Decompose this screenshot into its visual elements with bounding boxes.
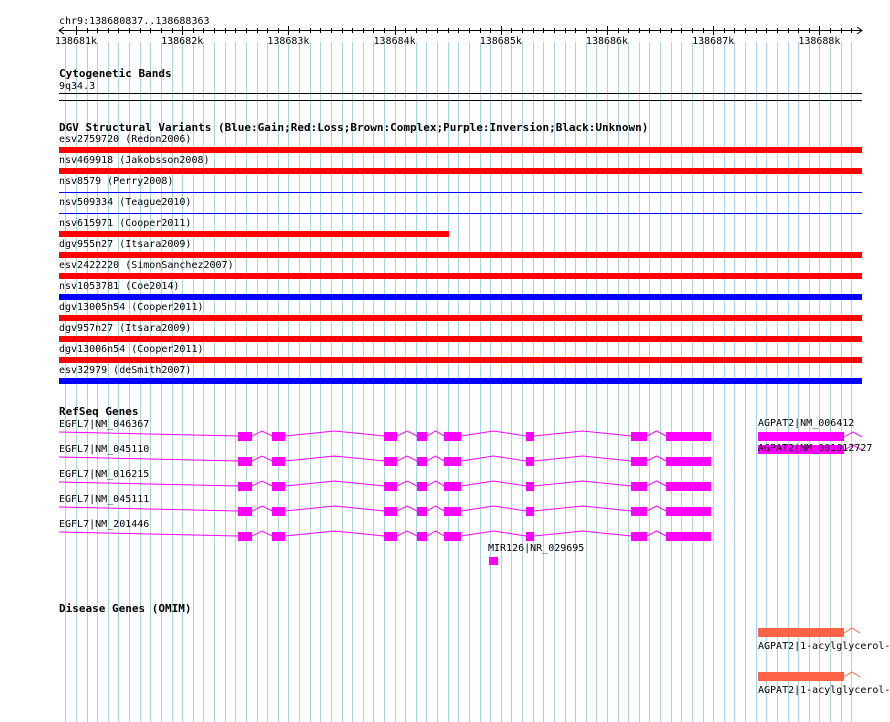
mir126-exon bbox=[489, 557, 498, 565]
egfl7-exon bbox=[444, 457, 461, 466]
egfl7-exon bbox=[631, 507, 647, 516]
ruler-tick-label: 138681k bbox=[54, 36, 98, 47]
cytoband-track-title[interactable]: Cytogenetic Bands bbox=[59, 67, 172, 80]
egfl7-intron bbox=[59, 506, 666, 511]
agpat2-exon bbox=[758, 432, 844, 441]
agpat2-intron bbox=[844, 432, 862, 437]
egfl7-intron bbox=[59, 531, 666, 536]
egfl7-exon bbox=[444, 507, 461, 516]
omim-track-title[interactable]: Disease Genes (OMIM) bbox=[59, 602, 192, 615]
egfl7-exon bbox=[526, 507, 534, 516]
dgv-variant-label[interactable]: nsv469918 (Jakobsson2008) bbox=[59, 155, 210, 166]
egfl7-exon bbox=[238, 507, 252, 516]
egfl7-exon bbox=[631, 532, 647, 541]
egfl7-intron bbox=[59, 481, 666, 486]
egfl7-exon bbox=[417, 432, 427, 441]
egfl7-exon bbox=[631, 457, 647, 466]
egfl7-exon bbox=[384, 507, 397, 516]
egfl7-exon bbox=[238, 482, 252, 491]
egfl7-exon bbox=[444, 532, 461, 541]
egfl7-exon bbox=[526, 482, 534, 491]
ruler-tick-label: 138687k bbox=[692, 36, 735, 47]
ruler-tick-label: 138684k bbox=[373, 36, 416, 47]
egfl7-exon bbox=[444, 482, 461, 491]
egfl7-exon bbox=[272, 432, 285, 441]
ruler-tick-label: 138683k bbox=[267, 36, 310, 47]
omim-gene-connector bbox=[844, 672, 860, 677]
egfl7-exon bbox=[238, 457, 252, 466]
dgv-variant-label[interactable]: nsv8579 (Perry2008) bbox=[59, 176, 174, 187]
dgv-variant-label[interactable]: esv2759720 (Redon2006) bbox=[59, 134, 192, 145]
egfl7-exon bbox=[417, 507, 427, 516]
dgv-variant-label[interactable]: nsv509334 (Teague2010) bbox=[59, 197, 192, 208]
egfl7-exon bbox=[384, 482, 397, 491]
omim-gene-label-1[interactable]: AGPAT2|1-acylglycerol- bbox=[758, 641, 890, 652]
cytoband-label: 9q34.3 bbox=[59, 81, 96, 92]
omim-gene-label-2[interactable]: AGPAT2|1-acylglycerol- bbox=[758, 685, 890, 696]
omim-gene-bar bbox=[758, 628, 844, 637]
egfl7-exon bbox=[384, 432, 397, 441]
egfl7-exon bbox=[631, 482, 647, 491]
egfl7-exon bbox=[666, 507, 711, 516]
egfl7-exon bbox=[272, 532, 285, 541]
locus-label: chr9:138680837..138688363 bbox=[59, 16, 210, 27]
egfl7-exon bbox=[272, 457, 285, 466]
egfl7-exon bbox=[666, 482, 711, 491]
dgv-variant-label[interactable]: nsv615971 (Cooper2011) bbox=[59, 218, 192, 229]
egfl7-exon bbox=[526, 432, 534, 441]
egfl7-exon bbox=[238, 532, 252, 541]
dgv-variant-label[interactable]: nsv1053781 (Coe2014) bbox=[59, 281, 180, 292]
omim-gene-connector bbox=[844, 628, 860, 633]
refseq-track-title[interactable]: RefSeq Genes bbox=[59, 405, 139, 418]
egfl7-transcript-label[interactable]: EGFL7|NM_016215 bbox=[59, 469, 150, 480]
egfl7-exon bbox=[666, 532, 711, 541]
egfl7-exon bbox=[417, 532, 427, 541]
egfl7-exon bbox=[272, 507, 285, 516]
egfl7-transcript-label[interactable]: EGFL7|NM_045111 bbox=[59, 494, 150, 505]
dgv-variant-label[interactable]: dgv13006n54 (Cooper2011) bbox=[59, 344, 204, 355]
egfl7-exon bbox=[384, 532, 397, 541]
dgv-variant-label[interactable]: esv32979 (deSmith2007) bbox=[59, 365, 192, 376]
egfl7-exon bbox=[384, 457, 397, 466]
egfl7-exon bbox=[666, 432, 711, 441]
ruler-tick-label: 138682k bbox=[161, 36, 204, 47]
egfl7-exon bbox=[417, 457, 427, 466]
egfl7-transcript-label[interactable]: EGFL7|NM_045110 bbox=[59, 444, 150, 455]
dgv-variant-label[interactable]: dgv13005n54 (Cooper2011) bbox=[59, 302, 204, 313]
dgv-variant-label[interactable]: esv2422220 (SimonSanchez2007) bbox=[59, 260, 234, 271]
mir126-label[interactable]: MIR126|NR_029695 bbox=[488, 543, 585, 554]
agpat2-transcript-label-1[interactable]: AGPAT2|NM_006412 bbox=[758, 418, 855, 429]
egfl7-intron bbox=[59, 456, 666, 461]
egfl7-exon bbox=[666, 457, 711, 466]
dgv-variant-label[interactable]: dgv955n27 (Itsara2009) bbox=[59, 239, 192, 250]
agpat2-transcript-label-2[interactable]: AGPAT2|NM_001012727 bbox=[758, 443, 873, 454]
egfl7-exon bbox=[272, 482, 285, 491]
dgv-track-title[interactable]: DGV Structural Variants (Blue:Gain;Red:Loss;Brown:Complex;Purple:Inversion;Black:Unknown) bbox=[59, 121, 649, 134]
egfl7-exon bbox=[238, 432, 252, 441]
egfl7-exon bbox=[526, 532, 534, 541]
omim-gene-bar bbox=[758, 672, 844, 681]
egfl7-exon bbox=[631, 432, 647, 441]
egfl7-intron bbox=[59, 431, 666, 436]
ruler-tick-label: 138686k bbox=[585, 36, 629, 47]
egfl7-exon bbox=[526, 457, 534, 466]
egfl7-exon bbox=[417, 482, 427, 491]
dgv-variant-label[interactable]: dgv957n27 (Itsara2009) bbox=[59, 323, 192, 334]
egfl7-exon bbox=[444, 432, 461, 441]
ruler-tick-label: 138685k bbox=[479, 36, 522, 47]
ruler-tick-label: 138688k bbox=[798, 36, 841, 47]
egfl7-transcript-label[interactable]: EGFL7|NM_046367 bbox=[59, 419, 150, 430]
egfl7-transcript-label[interactable]: EGFL7|NM_201446 bbox=[59, 519, 150, 530]
